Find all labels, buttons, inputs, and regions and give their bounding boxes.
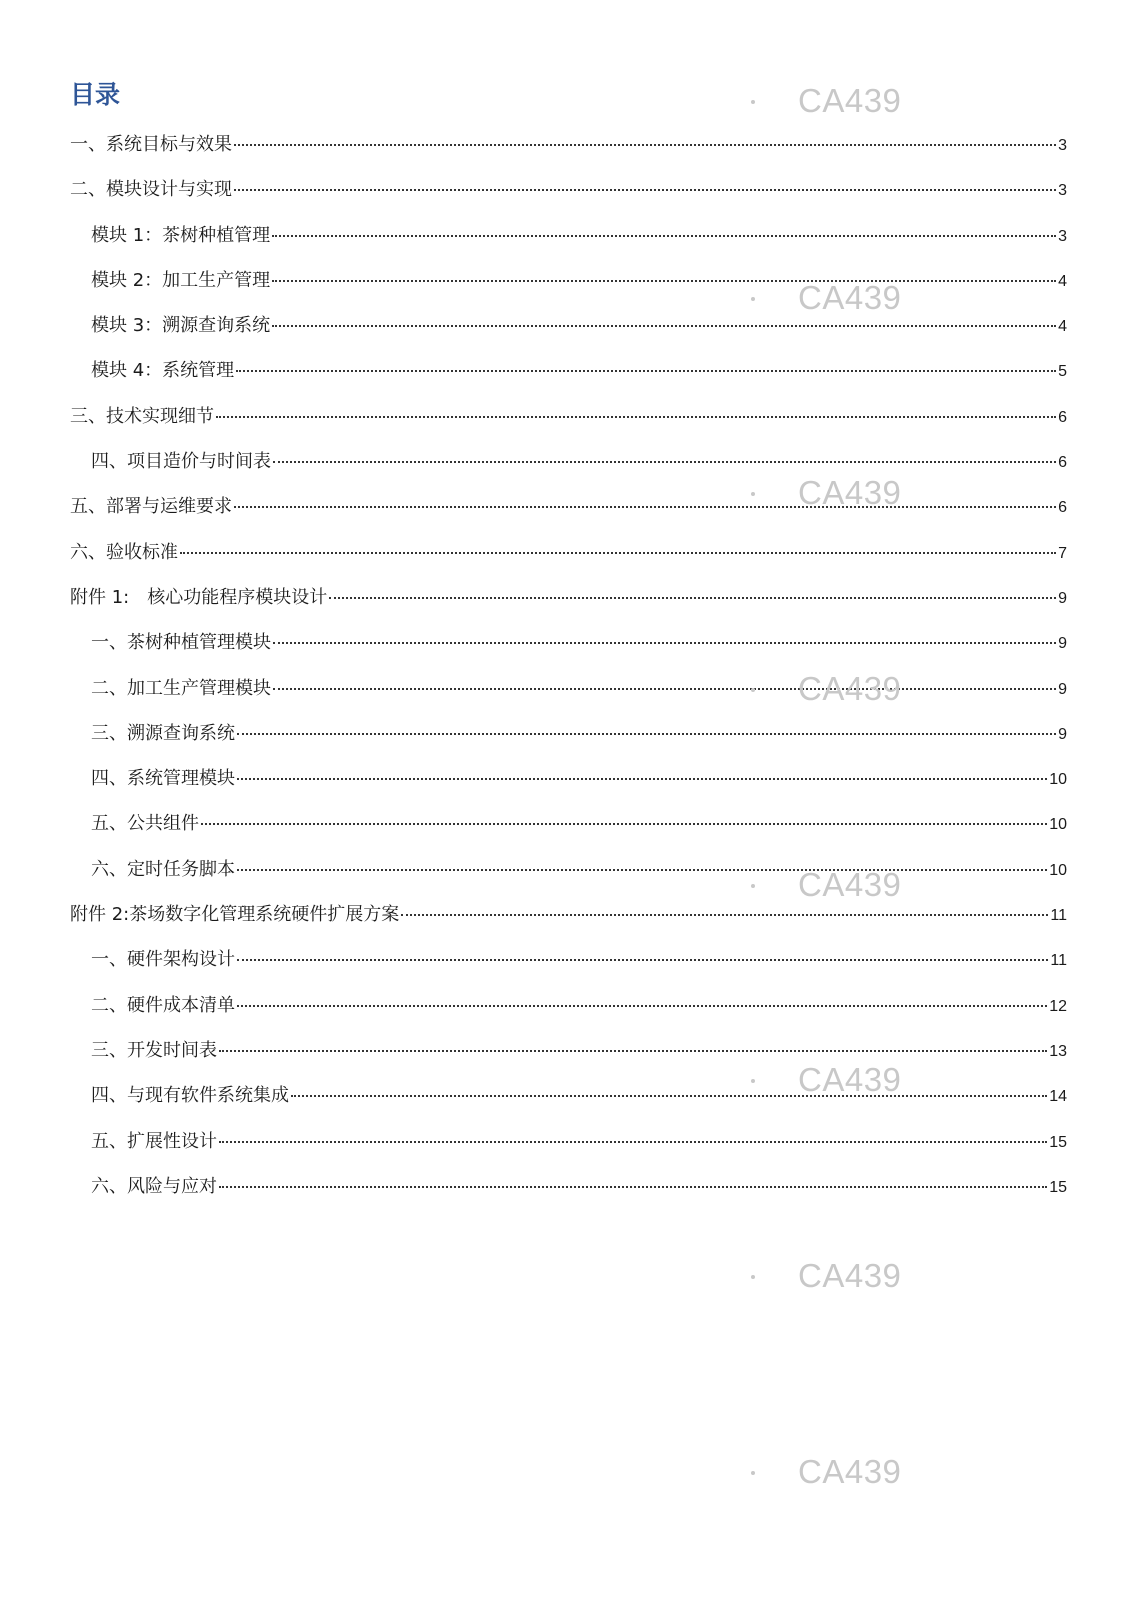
watermark-text: CA439 (798, 279, 902, 316)
toc-entry-label: 二、加工生产管理模块 (91, 677, 271, 699)
watermark-text: CA439 (798, 82, 902, 119)
toc-entry[interactable] (70, 764, 1067, 809)
toc-entry[interactable] (70, 1172, 1067, 1217)
watermark-dot (751, 100, 755, 104)
toc-entry-label: 四、项目造价与时间表 (91, 451, 271, 473)
dot-leader (234, 144, 1056, 146)
dot-leader (272, 280, 1056, 282)
toc-entry[interactable] (70, 900, 1067, 945)
toc-entry[interactable] (70, 402, 1067, 447)
toc-entry[interactable] (70, 991, 1067, 1036)
toc-entry[interactable] (70, 1036, 1067, 1081)
watermark-dot (751, 884, 755, 888)
toc-entry-page-number: 11 (1050, 952, 1067, 970)
dot-leader (236, 370, 1056, 372)
toc-entry-label: 六、风险与应对 (91, 1175, 217, 1197)
watermark-dot (751, 688, 755, 692)
toc-entry-label: 五、公共组件 (91, 813, 199, 835)
toc-entry-label: 模块 4：系统管理 (91, 360, 235, 382)
toc-entry[interactable] (70, 175, 1067, 220)
toc-entry-page-number: 3 (1058, 137, 1067, 154)
toc-entry-page-number: 12 (1049, 997, 1067, 1015)
toc-entry-label: 模块 1：茶树种植管理 (91, 224, 271, 246)
toc-entry[interactable] (70, 1127, 1067, 1172)
toc-entry[interactable] (70, 719, 1067, 764)
toc-entry-page-number: 9 (1058, 680, 1067, 698)
toc-entry-page-number: 7 (1058, 544, 1067, 562)
toc-entry[interactable] (70, 221, 1067, 266)
watermark-text: CA439 (798, 1257, 902, 1294)
dot-leader (273, 642, 1056, 644)
dot-leader (234, 189, 1056, 191)
toc-entry-label: 六、验收标准 (70, 541, 178, 563)
toc-entry[interactable] (70, 356, 1067, 401)
toc-entry-page-number: 13 (1049, 1042, 1067, 1060)
toc-entry[interactable] (70, 130, 1067, 175)
toc-entry-label: 四、与现有软件系统集成 (91, 1085, 289, 1107)
watermark-text: CA439 (798, 670, 902, 707)
toc-entry-label: 模块 2：加工生产管理 (91, 269, 271, 291)
toc-title: 目录 (70, 80, 121, 109)
dot-leader (273, 461, 1056, 463)
watermark-dot (751, 1471, 755, 1475)
toc-entry[interactable] (70, 538, 1067, 583)
watermark-text: CA439 (798, 1061, 902, 1098)
dot-leader (201, 823, 1047, 825)
dot-leader (237, 869, 1047, 871)
toc-entry[interactable] (70, 1081, 1067, 1126)
toc-entry-page-number: 15 (1049, 1178, 1067, 1196)
toc-entry[interactable] (70, 674, 1067, 719)
toc-entry-page-number: 9 (1058, 725, 1067, 743)
toc-entry-label: 附件 1: 核心功能程序模块设计 (70, 586, 328, 608)
toc-entry-page-number: 3 (1058, 182, 1067, 200)
watermark-dot (751, 1275, 755, 1279)
toc-entry[interactable] (70, 809, 1067, 854)
toc-entry-label: 三、溯源查询系统 (91, 722, 235, 744)
toc-entry-page-number: 9 (1058, 589, 1067, 607)
watermark-dot (751, 1079, 755, 1083)
toc-entry-page-number: 4 (1058, 272, 1067, 290)
toc-entry-page-number: 3 (1058, 227, 1067, 245)
toc-entry-page-number: 11 (1050, 907, 1067, 925)
dot-leader (219, 1186, 1047, 1188)
dot-leader (216, 416, 1056, 418)
toc-entry-page-number: 14 (1049, 1088, 1067, 1106)
toc-entry-page-number: 6 (1058, 408, 1067, 426)
dot-leader (219, 1141, 1047, 1143)
dot-leader (237, 733, 1056, 735)
dot-leader (291, 1095, 1047, 1097)
watermark-dot (751, 297, 755, 301)
toc-entry-page-number: 10 (1049, 771, 1067, 789)
toc-entry[interactable] (70, 492, 1067, 537)
toc-entry-label: 五、扩展性设计 (91, 1130, 217, 1152)
toc-entry-page-number: 15 (1049, 1133, 1067, 1151)
toc-entry[interactable] (70, 628, 1067, 673)
toc-entry-label: 一、硬件架构设计 (91, 949, 235, 971)
toc-entry-label: 一、系统目标与效果 (70, 134, 232, 155)
toc-entry-page-number: 6 (1058, 454, 1067, 472)
toc-entry-page-number: 5 (1058, 363, 1067, 381)
toc-entry-label: 三、技术实现细节 (70, 405, 214, 427)
watermark-dot (751, 492, 755, 496)
watermark-text: CA439 (798, 474, 902, 511)
toc-entry[interactable] (70, 266, 1067, 311)
toc-entry-label: 六、定时任务脚本 (91, 858, 235, 880)
toc-list (70, 130, 1067, 1217)
dot-leader (237, 1005, 1047, 1007)
dot-leader (273, 688, 1056, 690)
toc-entry[interactable] (70, 945, 1067, 990)
toc-entry-page-number: 10 (1049, 816, 1067, 834)
dot-leader (272, 235, 1056, 237)
toc-entry-page-number: 6 (1058, 499, 1067, 517)
toc-entry-label: 一、茶树种植管理模块 (91, 632, 271, 654)
toc-entry-page-number: 4 (1058, 318, 1067, 336)
toc-entry-page-number: 9 (1058, 635, 1067, 653)
dot-leader (272, 325, 1056, 327)
toc-entry-label: 三、开发时间表 (91, 1039, 217, 1061)
dot-leader (219, 1050, 1047, 1052)
toc-entry[interactable] (70, 855, 1067, 900)
toc-entry[interactable] (70, 583, 1067, 628)
toc-entry-label: 二、模块设计与实现 (70, 179, 232, 201)
dot-leader (329, 597, 1056, 599)
dot-leader (234, 506, 1056, 508)
dot-leader (237, 778, 1047, 780)
watermark-text: CA439 (798, 1453, 902, 1490)
dot-leader (180, 552, 1056, 554)
toc-entry-label: 二、硬件成本清单 (91, 994, 235, 1016)
toc-entry[interactable] (70, 447, 1067, 492)
watermark-text: CA439 (798, 866, 902, 903)
toc-entry[interactable] (70, 311, 1067, 356)
toc-entry-page-number: 10 (1049, 861, 1067, 879)
toc-entry-label: 五、部署与运维要求 (70, 496, 232, 518)
toc-entry-label: 模块 3：溯源查询系统 (91, 315, 271, 337)
dot-leader (401, 914, 1048, 916)
dot-leader (237, 959, 1048, 961)
toc-entry-label: 附件 2:茶场数字化管理系统硬件扩展方案 (70, 904, 400, 926)
toc-entry-label: 四、系统管理模块 (91, 768, 235, 790)
